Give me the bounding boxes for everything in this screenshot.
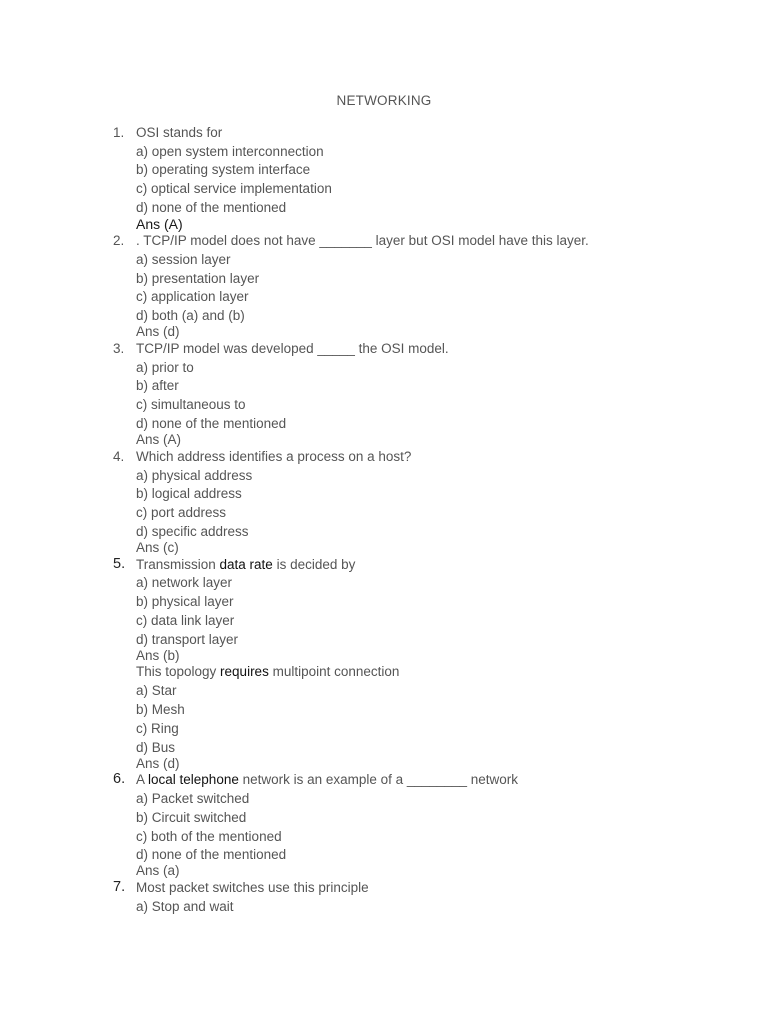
option: b) physical layer xyxy=(136,594,234,609)
option: d) specific address xyxy=(136,524,249,539)
option: b) operating system interface xyxy=(136,162,311,177)
option: a) Packet switched xyxy=(136,791,250,806)
option: b) after xyxy=(136,378,179,393)
answer: Ans (d) xyxy=(136,756,180,771)
question-text: A local telephone network is an example of a ________ network xyxy=(136,772,519,787)
question-number: 4. xyxy=(113,449,125,464)
option: a) Stop and wait xyxy=(136,899,234,914)
question-text: Which address identifies a process on a host? xyxy=(136,449,412,464)
option: d) Bus xyxy=(136,740,176,755)
option: a) session layer xyxy=(136,252,231,267)
answer: Ans (d) xyxy=(136,324,180,339)
option: d) both (a) and (b) xyxy=(136,308,245,323)
option: a) prior to xyxy=(136,360,194,375)
option: b) Circuit switched xyxy=(136,810,247,825)
option: c) optical service implementation xyxy=(136,181,332,196)
option: d) transport layer xyxy=(136,632,239,647)
option: a) physical address xyxy=(136,468,253,483)
option: d) none of the mentioned xyxy=(136,200,287,215)
option: a) network layer xyxy=(136,575,233,590)
question-number: 5. xyxy=(113,556,126,572)
question-number: 2. xyxy=(113,233,125,248)
option: c) Ring xyxy=(136,721,179,736)
option: c) both of the mentioned xyxy=(136,829,282,844)
option: d) none of the mentioned xyxy=(136,416,287,431)
option: c) simultaneous to xyxy=(136,397,246,412)
question-text: OSI stands for xyxy=(136,125,223,140)
option: a) Star xyxy=(136,683,177,698)
option: c) application layer xyxy=(136,289,249,304)
option: b) logical address xyxy=(136,486,242,501)
question-number: 3. xyxy=(113,341,125,356)
answer: Ans (A) xyxy=(136,216,183,232)
option: d) none of the mentioned xyxy=(136,847,287,862)
answer: Ans (a) xyxy=(136,863,180,878)
question-text: . TCP/IP model does not have _______ layer but OSI model have this layer. xyxy=(136,233,589,248)
option: b) presentation layer xyxy=(136,271,260,286)
question-number: 6. xyxy=(113,771,126,787)
option: a) open system interconnection xyxy=(136,144,324,159)
option: c) data link layer xyxy=(136,613,235,628)
document-title: NETWORKING xyxy=(336,93,432,108)
question-text: Most packet switches use this principle xyxy=(136,880,369,895)
answer: Ans (A) xyxy=(136,432,182,447)
answer: Ans (c) xyxy=(136,540,179,555)
question-number: 7. xyxy=(113,879,126,895)
question-text: Transmission data rate is decided by xyxy=(136,557,356,572)
question-number: 1. xyxy=(113,125,125,140)
question-text: This topology requires multipoint connection xyxy=(136,664,400,679)
question-text: TCP/IP model was developed _____ the OSI model. xyxy=(136,341,449,356)
option: b) Mesh xyxy=(136,702,185,717)
answer: Ans (b) xyxy=(136,648,180,663)
option: c) port address xyxy=(136,505,227,520)
